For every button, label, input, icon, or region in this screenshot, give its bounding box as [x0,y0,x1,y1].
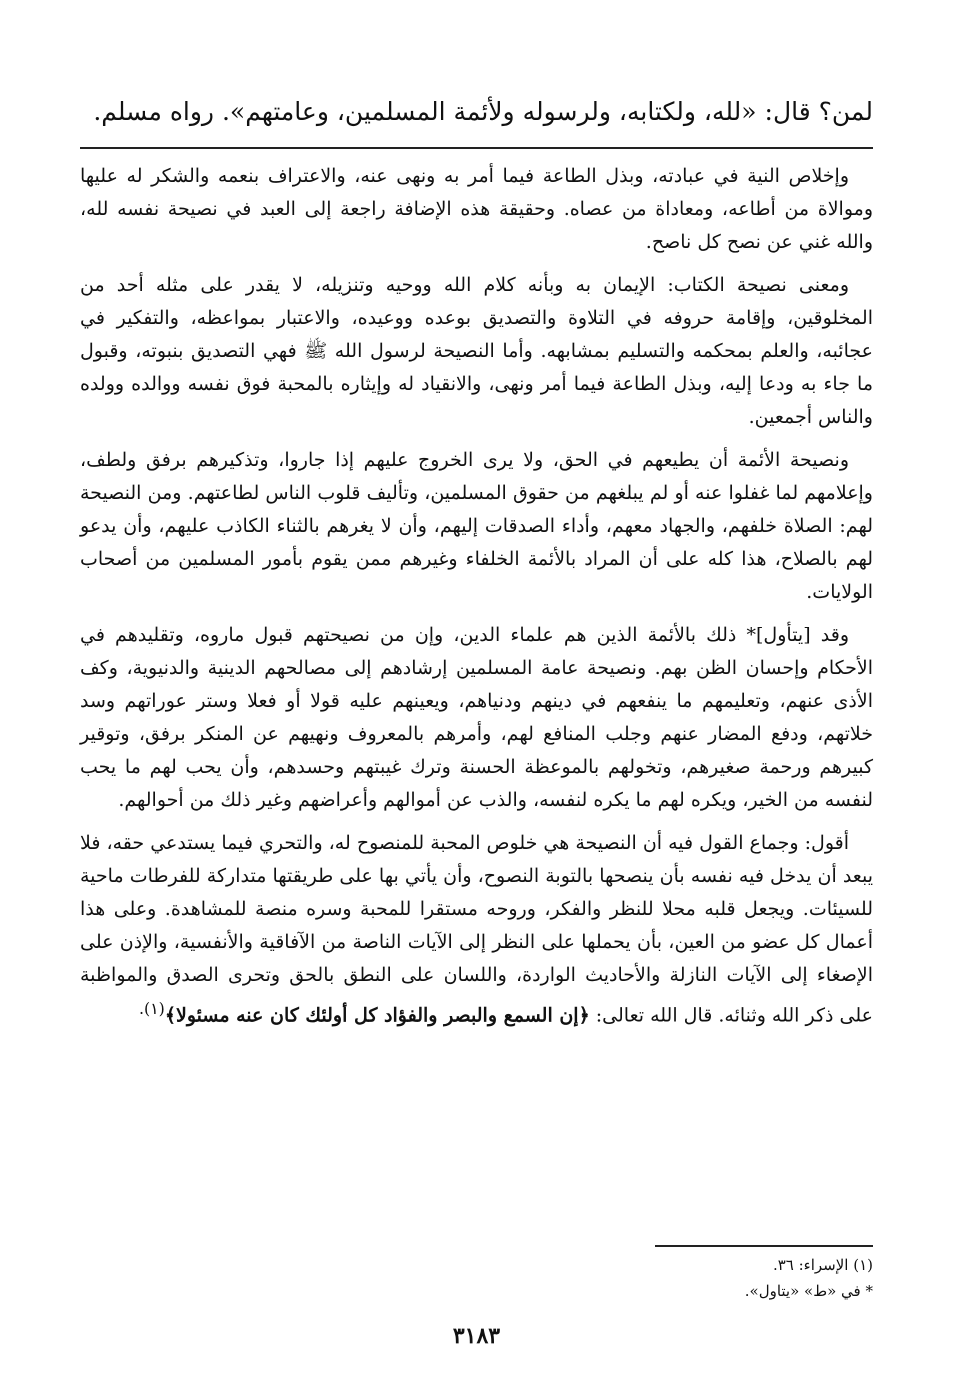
footnote-ref: (١). [138,999,165,1018]
paragraph-5-text: أقول: وجماع القول فيه أن النصيحة هي خلوص المحبة للمنصوح له، والتحري فيما يستدعي حقه، فلا يبعد أن يدخل فيه نفسه بأن ينصحها بالتوبة النصوح، وأن يأتي بها على طريقتها متداركة للفرطات ماحية للسيئات. ويجعل قلبه محلا للنظر والفكر، وروحه مستقرا للمحبة وسره منصة للمشاهدة. وعلى هذا أعمال كل عضو من العين، بأن يحملها على النظر إلى الآيات الناصة من الآفاقية والأنفسية، والإذن على الإصغاء إلى الآيات النازلة والأحاديث الواردة، واللسان على النطق بالحق وتحرى الصدق والمواظبة على ذكر الله وثنائه. قال الله تعالى: [80,832,873,1027]
page-number: ٣١٨٣ [452,1323,501,1349]
paragraph-4: وقد [يتأول]* ذلك بالأئمة الذين هم علماء الدين، وإن من نصيحتهم قبول ماروه، وتقليدهم في الأحكام وإحسان الظن بهم. ونصيحة عامة المسلمين إرشادهم إلى مصالحهم الدينية والدنيوية، وكف الأذى عنهم، وتعليمهم ما ينفعهم في دينهم ودنياهم، ويعينهم عليه قولا أو فعلا وستر عوراتهم وسد خلاتهم، ودفع المضار عنهم وجلب المنافع لهم، وأمرهم بالمعروف ونهيهم عن المنكر برفق، وتوقير كبيرهم ورحمة صغيرهم، وتخولهم بالموعظة الحسنة وترك غيبتهم وحسدهم، وأن يحب لهم ما يحب لنفسه من الخير، ويكره لهم ما يكره لنفسه، والذب عن أموالهم وأعراضهم وغير ذلك من أحوالهم. [80,624,873,811]
paragraph-1: وإخلاص النية في عبادته، وبذل الطاعة فيما أمر به ونهى عنه، والاعتراف بنعمه والشكر له عليها وموالاة من أطاعه، ومعاداة من عصاه. وحقيقة هذه الإضافة راجعة إلى العبد في نصيحة نفسه لله، والله غني عن نصح كل ناصح. [80,165,873,253]
footnotes [273,1252,873,1304]
footnote-2: * في «ط» «يتاول». [744,1282,873,1300]
header-divider [80,147,873,149]
paragraph-2: ومعنى نصيحة الكتاب: الإيمان به وبأنه كلام الله ووحيه وتنزيله، لا يقدر على مثله أحد من المخلوقين، وإقامة حروفه في التلاوة والتصديق بوعده ووعيده، والاعتبار بمواعظه، والتفكير في عجائبه، والعلم بمحكمه والتسليم بمشابهه. وأما النصيحة لرسول الله ﷺ فهي التصديق بنبوته، وقبول ما جاء به ودعا إليه، وبذل الطاعة فيما أمر ونهى، والانقياد له وإيثاره بالمحبة فوق نفسه ووالده وولده والناس أجمعين. [80,274,873,428]
hadith-header: لمن؟ قال: «لله، ولكتابه، ولرسوله ولأئمة المسلمين، وعامتهم». رواه مسلم. [93,97,873,126]
paragraph-3: ونصيحة الأئمة أن يطيعهم في الحق، ولا يرى الخروج عليهم إذا جاروا، وتذكيرهم برفق ولطف، وإعلامهم لما غفلوا عنه أو لم يبلغهم من حقوق المسلمين، وتأليف قلوب الناس لطاعتهم. ومن النصيحة لهم: الصلاة خلفهم، والجهاد معهم، وأداء الصدقات إليهم، وأن لا يغرهم بالثناء الكاذب عليهم، وأن يدعو لهم بالصلاح، هذا كله على أن المراد بالأئمة الخلفاء وغيرهم ممن يقوم بأمور المسلمين من أصحاب الولايات. [80,449,873,603]
footnote-divider [655,1245,873,1247]
paragraph-5 [80,827,873,1032]
footnote-1: (١) الإسراء: ٣٦. [772,1256,873,1274]
quran-quote: ﴿إن السمع والبصر والفؤاد كل أولئك كان عنه مسئولا﴾ [164,1004,590,1027]
main-text [80,160,873,1042]
